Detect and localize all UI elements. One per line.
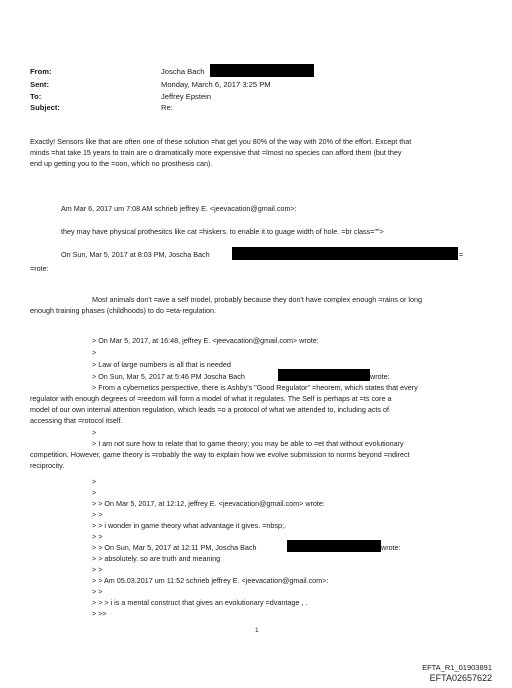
to-label: To:: [30, 92, 42, 101]
subject-label: Subject:: [30, 103, 60, 112]
redaction-box: [210, 64, 314, 77]
quote-header: Am Mar 6, 2017 um 7:08 AM schrieb jeffrey E. <jeevacation@gmail.com>:: [61, 204, 297, 213]
body-line: Most animals don't =ave a self model, probably because they don't have complex enough =rains or long: [92, 295, 422, 304]
sent-value: Monday, March 6, 2017 3:25 PM: [161, 80, 271, 89]
body-line: end up getting you to the =oon, which no prosthesis can).: [30, 159, 213, 168]
quote-header: > On Sun, Mar 5, 2017 at 5:46 PM Joscha Bach: [92, 372, 245, 381]
quote-line: wrote:: [381, 543, 401, 552]
sent-label: Sent:: [30, 80, 49, 89]
quote-line: regulator with enough degrees of =reedom will form a model of what it regulates. The Self is perhaps at =ts core a: [30, 394, 392, 403]
quote-line: wrote:: [370, 372, 390, 381]
redaction-box: [232, 247, 458, 260]
page-number: 1: [255, 627, 259, 634]
quote-line: > > absolutely. so are truth and meaning: [92, 554, 221, 563]
quote-line: >: [92, 488, 97, 497]
bates-ref-1: EFTA_R1_01903891: [422, 663, 492, 672]
quote-line: > > i wonder in game theory what advantage it gives. =nbsp;.: [92, 521, 286, 530]
redaction-box: [287, 540, 381, 552]
quote-header: > > Am 05.03.2017 um 11:52 schrieb jeffrey E. <jeevacation@gmail.com>:: [92, 576, 329, 585]
redaction-box: [278, 369, 370, 381]
quote-header: > > On Sun, Mar 5, 2017 at 12:11 PM, Joscha Bach: [92, 543, 257, 552]
quote-line: > >: [92, 587, 103, 596]
quote-line: =: [459, 250, 464, 259]
quote-header: On Sun, Mar 5, 2017 at 8:03 PM, Joscha Bach: [61, 250, 210, 259]
quote-line: > >: [92, 565, 103, 574]
subject-value: Re:: [161, 103, 173, 112]
quote-line: >: [92, 477, 97, 486]
quote-line: accessing that =rotocol itself.: [30, 416, 123, 425]
from-label: From:: [30, 67, 52, 76]
quote-line: > From a cybernetics perspective, there is Ashby's "Good Regulator" =heorem, which states that every: [92, 383, 418, 392]
quote-line: > > > i is a mental construct that gives an evolutionary =dvantage , .: [92, 598, 308, 607]
quote-line: they may have physical prothesitcs like cat =hiskers. to enable it to guage width of hole. =br class="">: [61, 227, 384, 236]
body-line: enough training phases (childhoods) to do =eta-regulation.: [30, 306, 217, 315]
quote-header: > On Mar 5, 2017, at 16:48, jeffrey E. <jeevacation@gmail.com> wrote:: [92, 336, 319, 345]
quote-header: > > On Mar 5, 2017, at 12:12, jeffrey E. <jeevacation@gmail.com> wrote:: [92, 499, 325, 508]
quote-line: > >: [92, 532, 103, 541]
quote-line: reciprocity.: [30, 461, 65, 470]
body-line: minds =hat take 15 years to train are o dramatically more expensive that =lmost no species can afford them (but they: [30, 148, 402, 157]
quote-line: > I am not sure how to relate that to game theory; you may be able to =et that without evolutionary: [92, 439, 404, 448]
to-value: Jeffrey Epstein: [161, 92, 212, 101]
quote-line: > >: [92, 510, 103, 519]
quote-line: > >>: [92, 609, 107, 618]
quote-line: model of our own internal attention regulation, which leads =o a protocol of what we attended to, including acts of: [30, 405, 389, 414]
bates-ref-2: EFTA02657622: [429, 673, 492, 683]
from-value: Joscha Bach: [161, 67, 205, 76]
quote-line: competition. However, game theory is =robably the way to explain how we evolve submission to norms beyond =ndirect: [30, 450, 410, 459]
quote-line: >: [92, 428, 97, 437]
quote-line: >: [92, 348, 97, 357]
quote-line: =rote:: [30, 264, 49, 273]
quote-line: > Law of large numbers is all that is needed: [92, 360, 231, 369]
body-line: Exactly! Sensors like that are often one of these solution =hat get you 80% of the way with 20% of the effort. Except that: [30, 137, 412, 146]
